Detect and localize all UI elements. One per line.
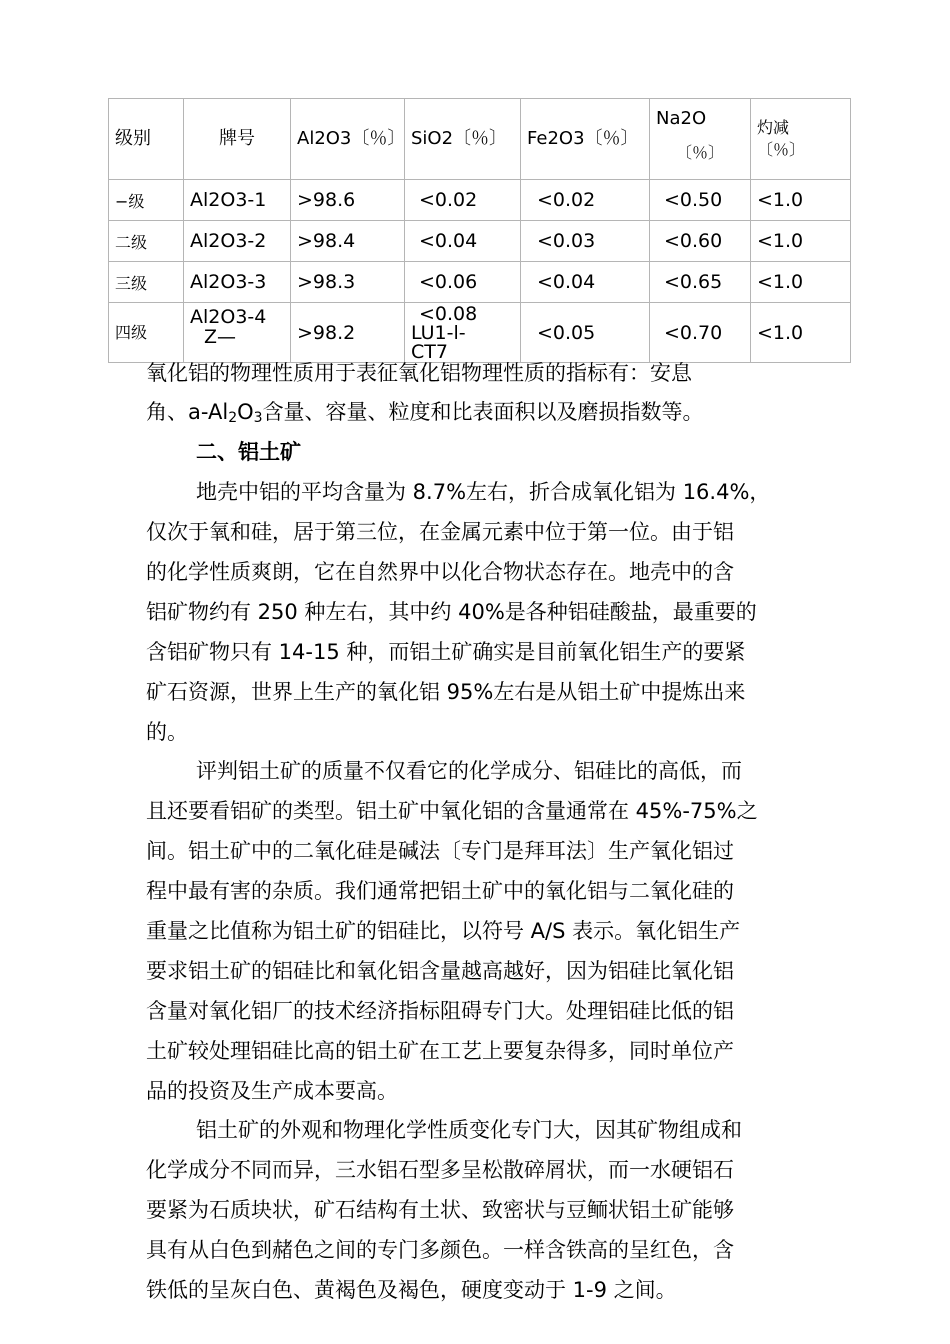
paragraph-line: 铁低的呈灰白色、黄褐色及褐色，硬度变动于 1-9 之间。 (146, 1278, 677, 1302)
cell-na2o: <0.50 (650, 180, 751, 221)
header-na2o-line1: Na2O (656, 108, 707, 129)
cell-al2o3: >98.6 (291, 180, 405, 221)
paragraph-line: 的化学性质爽朗，它在自然界中以化合物状态存在。地壳中的含 (146, 560, 734, 584)
header-sio2: SiO2〔％〕 (405, 99, 521, 180)
cell-level: 三级 (109, 262, 184, 303)
paragraph-line: 要求铝土矿的铝硅比和氧化铝含量越高越好，因为铝硅比氧化铝 (146, 959, 734, 983)
cell-brand-main: Al2O3-4 (190, 306, 267, 328)
cell-sio2-main: <0.08 (419, 303, 478, 325)
cell-loss: <1.0 (751, 303, 851, 363)
cell-level: −级 (109, 180, 184, 221)
cell-al2o3: >98.4 (291, 221, 405, 262)
cell-brand: Al2O3-2 (184, 221, 291, 262)
cell-fe2o3: <0.03 (521, 221, 650, 262)
cell-na2o: <0.60 (650, 221, 751, 262)
cell-sio2 (405, 303, 521, 363)
cell-sio2-extra2: CT7 (411, 341, 448, 363)
paragraph-line: 矿石资源，世界上生产的氧化铝 95%左右是从铝土矿中提炼出来 (146, 680, 746, 704)
intro-line-1: 氧化铝的物理性质用于表征氧化铝物理性质的指标有：安息 (146, 361, 692, 385)
paragraph-line: 铝土矿的外观和物理化学性质变化专门大，因其矿物组成和 (196, 1118, 742, 1142)
table-row (109, 180, 851, 221)
paragraph-line: 化学成分不同而异，三水铝石型多呈松散碎屑状，而一水硬铝石 (146, 1158, 734, 1182)
paragraph-line: 的。 (146, 720, 188, 744)
alumina-grade-table (108, 98, 851, 363)
header-na2o (650, 99, 751, 180)
cell-brand (184, 303, 291, 363)
cell-brand-extra: Z— (204, 326, 237, 348)
paragraph-line: 含量对氧化铝厂的技术经济指标阻碍专门大。处理铝硅比低的铝 (146, 999, 734, 1023)
paragraph-line: 仅次于氧和硅，居于第三位，在金属元素中位于第一位。由于铝 (146, 520, 734, 544)
paragraph-line: 要紧为石质块状，矿石结构有土状、致密状与豆鲕状铝土矿能够 (146, 1198, 734, 1222)
cell-al2o3: >98.3 (291, 262, 405, 303)
paragraph-line: 重量之比值称为铝土矿的铝硅比，以符号 A/S 表示。氧化铝生产 (146, 919, 741, 943)
paragraph-line: 地壳中铝的平均含量为 8.7%左右，折合成氧化铝为 16.4%， (196, 480, 771, 504)
paragraph-line: 间。铝土矿中的二氧化硅是碱法〔专门是拜耳法〕生产氧化铝过 (146, 839, 734, 863)
cell-sio2: <0.04 (405, 221, 521, 262)
header-level: 级别 (109, 99, 184, 180)
paragraph-3 (146, 1110, 866, 1310)
cell-sio2: <0.06 (405, 262, 521, 303)
cell-sio2: <0.02 (405, 180, 521, 221)
table-row (109, 262, 851, 303)
cell-brand: Al2O3-3 (184, 262, 291, 303)
intro-line-2-sub1: 2 (228, 410, 238, 426)
paragraph-line: 铝矿物约有 250 种左右，其中约 40%是各种铝硅酸盐，最重要的 (146, 600, 757, 624)
intro-line-2-a: 角、a-Al (146, 400, 229, 424)
header-brand: 牌号 (184, 99, 291, 180)
cell-loss: <1.0 (751, 180, 851, 221)
cell-sio2-extra: LU1-l- (411, 322, 466, 344)
intro-line-2-b: O (237, 400, 254, 424)
paragraph-line: 含铝矿物只有 14-15 种，而铝土矿确实是目前氧化铝生产的要紧 (146, 640, 746, 664)
paragraph-line: 品的投资及生产成本要高。 (146, 1079, 398, 1103)
intro-line-2 (146, 397, 704, 433)
cell-na2o: <0.70 (650, 303, 751, 363)
cell-level: 四级 (109, 303, 184, 363)
cell-loss: <1.0 (751, 221, 851, 262)
cell-fe2o3: <0.04 (521, 262, 650, 303)
paragraph-line: 评判铝土矿的质量不仅看它的化学成分、铝硅比的高低，而 (196, 759, 742, 783)
paragraph-line: 土矿较处理铝硅比高的铝土矿在工艺上要复杂得多，同时单位产 (146, 1039, 734, 1063)
cell-brand: Al2O3-1 (184, 180, 291, 221)
table-row (109, 221, 851, 262)
header-fe2o3: Fe2O3〔％〕 (521, 99, 650, 180)
paragraph-line: 程中最有害的杂质。我们通常把铝土矿中的氧化铝与二氧化硅的 (146, 879, 734, 903)
table-header-row (109, 99, 851, 180)
section-heading: 二、铝土矿 (196, 440, 301, 464)
cell-na2o: <0.65 (650, 262, 751, 303)
cell-fe2o3: <0.05 (521, 303, 650, 363)
intro-line-2-c: 含量、容量、粒度和比表面积以及磨损指数等。 (262, 400, 704, 424)
paragraph-1 (146, 472, 866, 752)
paragraph-line: 且还要看铝矿的类型。铝土矿中氧化铝的含量通常在 45%-75%之 (146, 799, 758, 823)
header-loss-line2: 〔％〕 (757, 140, 806, 159)
intro-line-2-sub2: 3 (253, 410, 263, 426)
alumina-grade-table-wrap (108, 98, 850, 363)
cell-level: 二级 (109, 221, 184, 262)
paragraph-2 (146, 751, 866, 1111)
header-loss-line1: 灼减 (757, 118, 790, 137)
paragraph-line: 具有从白色到赭色之间的专门多颜色。一样含铁高的呈红色，含 (146, 1238, 734, 1262)
table-row (109, 303, 851, 363)
cell-fe2o3: <0.02 (521, 180, 650, 221)
header-na2o-line2: 〔％〕 (675, 143, 724, 162)
header-al2o3: Al2O3〔％〕 (291, 99, 405, 180)
cell-loss: <1.0 (751, 262, 851, 303)
cell-al2o3: >98.2 (291, 303, 405, 363)
header-loss (751, 99, 851, 180)
